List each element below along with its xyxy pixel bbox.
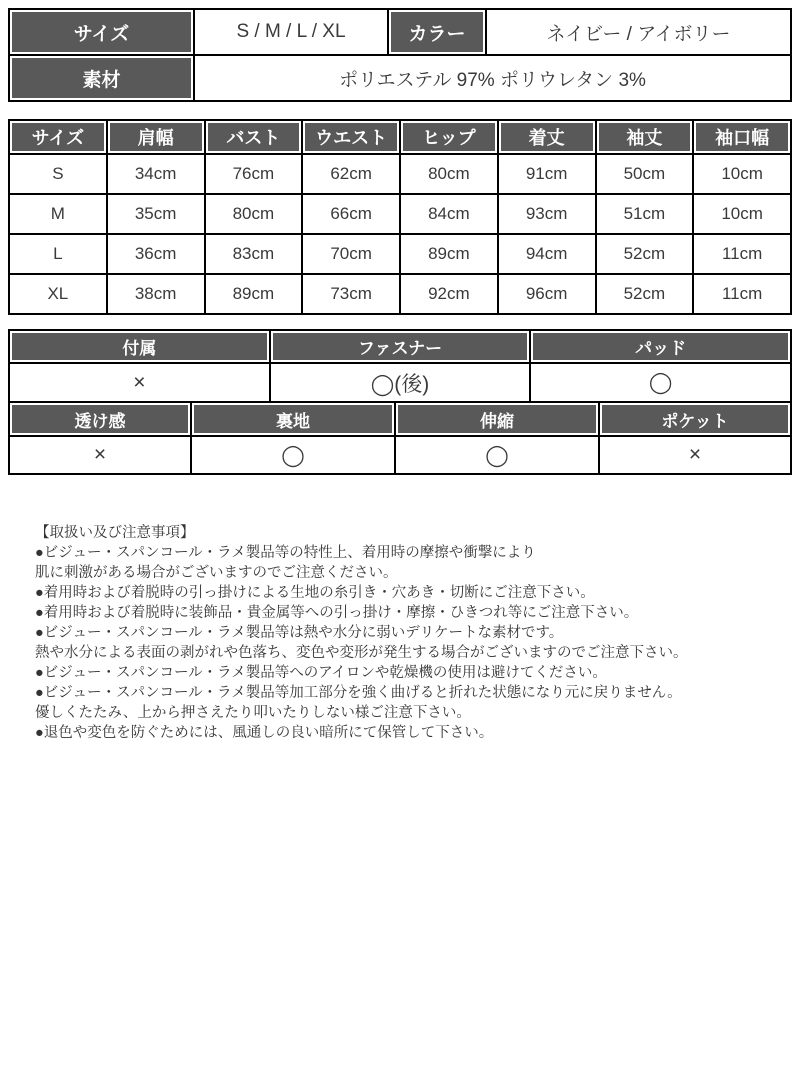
size-chart-cell: S: [10, 155, 106, 193]
size-chart-cell: 35cm: [108, 195, 204, 233]
feature-header-pad: パッド: [531, 331, 790, 362]
size-chart-cell: 89cm: [206, 275, 302, 313]
care-note-line: ●ビジュー・スパンコール・ラメ製品等は熱や水分に弱いデリケートな素材です。: [35, 625, 564, 641]
size-chart-cell: 94cm: [499, 235, 595, 273]
size-chart-cell: 73cm: [303, 275, 399, 313]
size-chart-header-sleeve: 袖丈: [597, 121, 693, 153]
size-chart-cell: 92cm: [401, 275, 497, 313]
size-chart-cell: 10cm: [694, 195, 790, 233]
feature-value-accessory: ×: [10, 364, 269, 401]
size-chart-cell: 96cm: [499, 275, 595, 313]
size-chart-cell: 80cm: [401, 155, 497, 193]
size-chart-header-waist: ウエスト: [303, 121, 399, 153]
size-chart-cell: 11cm: [694, 235, 790, 273]
feature-header-fastener: ファスナー: [271, 331, 530, 362]
feature-value-fastener: ◯(後): [271, 364, 530, 401]
feature-value-stretch: ◯: [396, 437, 598, 473]
size-chart-cell: 83cm: [206, 235, 302, 273]
care-note-line: 肌に刺激がある場合がございますのでご注意ください。: [35, 565, 398, 581]
size-chart-cell: 66cm: [303, 195, 399, 233]
feature-header-pocket: ポケット: [600, 403, 790, 435]
care-note-line: ●着用時および着脱時の引っ掛けによる生地の糸引き・穴あき・切断にご注意下さい。: [35, 585, 595, 601]
size-chart-header-shoulder: 肩幅: [108, 121, 204, 153]
care-note-line: 優しくたたみ、上から押さえたり叩いたりしない様ご注意下さい。: [35, 705, 471, 721]
size-chart-header-size: サイズ: [10, 121, 106, 153]
color-value-cell: ネイビー / アイボリー: [487, 10, 790, 54]
feature-value-lining: ◯: [192, 437, 394, 473]
care-note-line: ●ビジュー・スパンコール・ラメ製品等の特性上、着用時の摩擦や衝撃により: [35, 545, 536, 561]
material-value-cell: ポリエステル 97% ポリウレタン 3%: [195, 56, 790, 100]
feature-value-pad: ◯: [531, 364, 790, 401]
size-chart-cell: 36cm: [108, 235, 204, 273]
size-chart-cell: 70cm: [303, 235, 399, 273]
size-chart-cell: 52cm: [597, 275, 693, 313]
features-table-b: [8, 401, 792, 475]
size-chart-cell: 10cm: [694, 155, 790, 193]
feature-header-sheerness: 透け感: [10, 403, 190, 435]
features-table-a: [8, 329, 792, 403]
size-chart-cell: 52cm: [597, 235, 693, 273]
material-label-cell: 素材: [10, 56, 193, 100]
size-chart-cell: 62cm: [303, 155, 399, 193]
size-chart-cell: 91cm: [499, 155, 595, 193]
size-chart-cell: 50cm: [597, 155, 693, 193]
care-notes-title: 【取扱い及び注意事項】: [35, 525, 195, 541]
size-value-cell: S / M / L / XL: [195, 10, 387, 54]
size-label-cell: サイズ: [10, 10, 193, 54]
size-chart-cell: 84cm: [401, 195, 497, 233]
color-label-cell: カラー: [389, 10, 485, 54]
size-chart-cell: M: [10, 195, 106, 233]
size-chart-table: [8, 119, 792, 315]
size-chart-cell: 76cm: [206, 155, 302, 193]
size-chart-cell: 34cm: [108, 155, 204, 193]
size-chart-header-length: 着丈: [499, 121, 595, 153]
size-chart-cell: 38cm: [108, 275, 204, 313]
feature-value-pocket: ×: [600, 437, 790, 473]
feature-header-stretch: 伸縮: [396, 403, 598, 435]
size-chart-cell: L: [10, 235, 106, 273]
size-chart-header-cuff: 袖口幅: [694, 121, 790, 153]
care-note-line: ●ビジュー・スパンコール・ラメ製品等加工部分を強く曲げると折れた状態になり元に戻りません。: [35, 685, 682, 701]
care-note-line: ●ビジュー・スパンコール・ラメ製品等へのアイロンや乾燥機の使用は避けてください。: [35, 665, 607, 681]
size-chart-header-hip: ヒップ: [401, 121, 497, 153]
feature-header-accessory: 付属: [10, 331, 269, 362]
care-note-line: ●退色や変色を防ぐためには、風通しの良い暗所にて保管して下さい。: [35, 725, 494, 741]
size-chart-cell: 11cm: [694, 275, 790, 313]
size-chart-cell: 93cm: [499, 195, 595, 233]
size-chart-header-bust: バスト: [206, 121, 302, 153]
size-chart-cell: XL: [10, 275, 106, 313]
size-chart-cell: 89cm: [401, 235, 497, 273]
size-chart-cell: 80cm: [206, 195, 302, 233]
spec-table: [8, 8, 792, 102]
feature-value-sheerness: ×: [10, 437, 190, 473]
care-note-line: 熱や水分による表面の剥がれや色落ち、変色や変形が発生する場合がございますのでご注意下さい。: [35, 645, 688, 661]
care-notes: [8, 523, 792, 743]
size-chart-cell: 51cm: [597, 195, 693, 233]
care-note-line: ●着用時および着脱時に装飾品・貴金属等への引っ掛け・摩擦・ひきつれ等にご注意下さい。: [35, 605, 639, 621]
feature-header-lining: 裏地: [192, 403, 394, 435]
